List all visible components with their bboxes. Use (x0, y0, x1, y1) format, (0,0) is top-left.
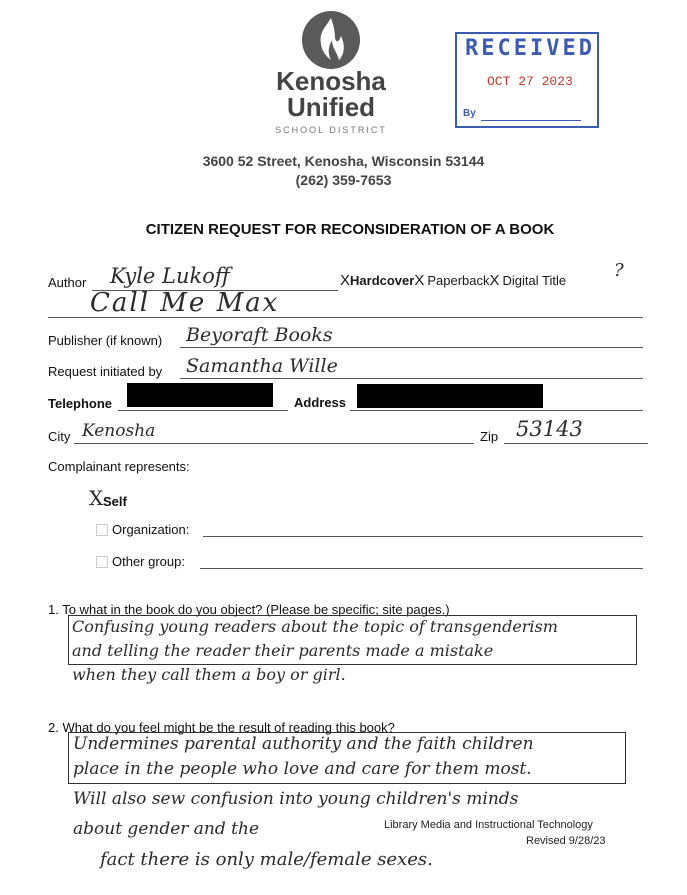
initiated-value: Samantha Wille (186, 355, 338, 377)
q2-answer-line2: place in the people who love and care for them most. (73, 759, 532, 779)
logo-line3: SCHOOL DISTRICT (275, 125, 387, 135)
book-title-value: Call Me Max (90, 288, 280, 318)
publisher-line (180, 347, 643, 348)
stamp-received-text: RECEIVED (465, 36, 595, 61)
represents-label: Complainant represents: (48, 459, 190, 474)
footer-revised: Revised 9/28/23 (526, 835, 606, 847)
digital-check-mark: X (489, 272, 500, 289)
zip-value: 53143 (516, 417, 583, 441)
hardcover-check-mark: X (340, 272, 351, 289)
received-stamp (455, 32, 599, 128)
title-line (48, 317, 643, 318)
telephone-label: Telephone (48, 396, 113, 411)
stamp-date: OCT 27 2023 (487, 74, 573, 89)
city-value: Kenosha (82, 421, 156, 441)
paperback-option: Paperback (427, 273, 490, 288)
organization-line (203, 536, 643, 537)
footer-department: Library Media and Instructional Technology (384, 819, 593, 831)
organization-option: Organization: (112, 522, 190, 537)
district-logo (265, 8, 397, 138)
logo-line1: Kenosha (276, 66, 386, 96)
other-group-line (200, 568, 643, 569)
logo-line2: Unified (286, 92, 376, 122)
q1-question: 1. To what in the book do you object? (Please be specific; site pages.) (48, 602, 450, 617)
address-label: Address (294, 395, 347, 410)
hardcover-option: Hardcover (350, 273, 415, 288)
telephone-redaction (127, 383, 273, 407)
address-redaction (357, 384, 543, 408)
self-check-mark: X (89, 486, 104, 510)
city-line (74, 443, 474, 444)
zip-line (504, 443, 648, 444)
publisher-label: Publisher (if known) (48, 333, 163, 348)
paperback-check-mark: X (414, 272, 425, 289)
form-title: CITIZEN REQUEST FOR RECONSIDERATION OF A BOOK (145, 221, 555, 238)
address-line (350, 410, 643, 411)
other-group-checkbox[interactable] (96, 556, 108, 568)
stamp-by-line (481, 120, 581, 121)
telephone-line (118, 410, 288, 411)
organization-checkbox[interactable] (96, 524, 108, 536)
author-value: Kyle Lukoff (110, 264, 230, 288)
digital-option: Digital Title (502, 273, 567, 288)
q1-answer-line1: Confusing young readers about the topic of transgenderism (72, 617, 558, 636)
flame-logo-icon (301, 10, 361, 70)
other-group-option: Other group: (112, 554, 185, 569)
question-mark: ? (614, 260, 624, 281)
q2-answer-line4: about gender and the (73, 819, 260, 839)
q1-answer-line3: when they call them a boy or girl. (72, 665, 346, 684)
city-label: City (48, 429, 71, 444)
district-address: 3600 52 Street, Kenosha, Wisconsin 53144 (202, 153, 485, 169)
q2-answer-line3: Will also sew confusion into young children's minds (73, 789, 519, 809)
zip-label: Zip (480, 429, 499, 444)
author-label: Author (48, 275, 87, 290)
q1-answer-line2: and telling the reader their parents made a mistake (72, 641, 494, 660)
format-options (340, 272, 566, 289)
stamp-by-label: By (463, 108, 476, 119)
district-phone: (262) 359-7653 (295, 172, 392, 188)
q2-question: 2. What do you feel might be the result of reading this book? (48, 720, 395, 735)
self-option: Self (103, 494, 127, 509)
initiated-line (180, 378, 643, 379)
publisher-value: Beyoraft Books (186, 324, 333, 346)
initiated-label: Request initiated by (48, 364, 163, 379)
q2-answer-line5: fact there is only male/female sexes. (100, 849, 433, 870)
q2-answer-line1: Undermines parental authority and the faith children (73, 734, 534, 754)
